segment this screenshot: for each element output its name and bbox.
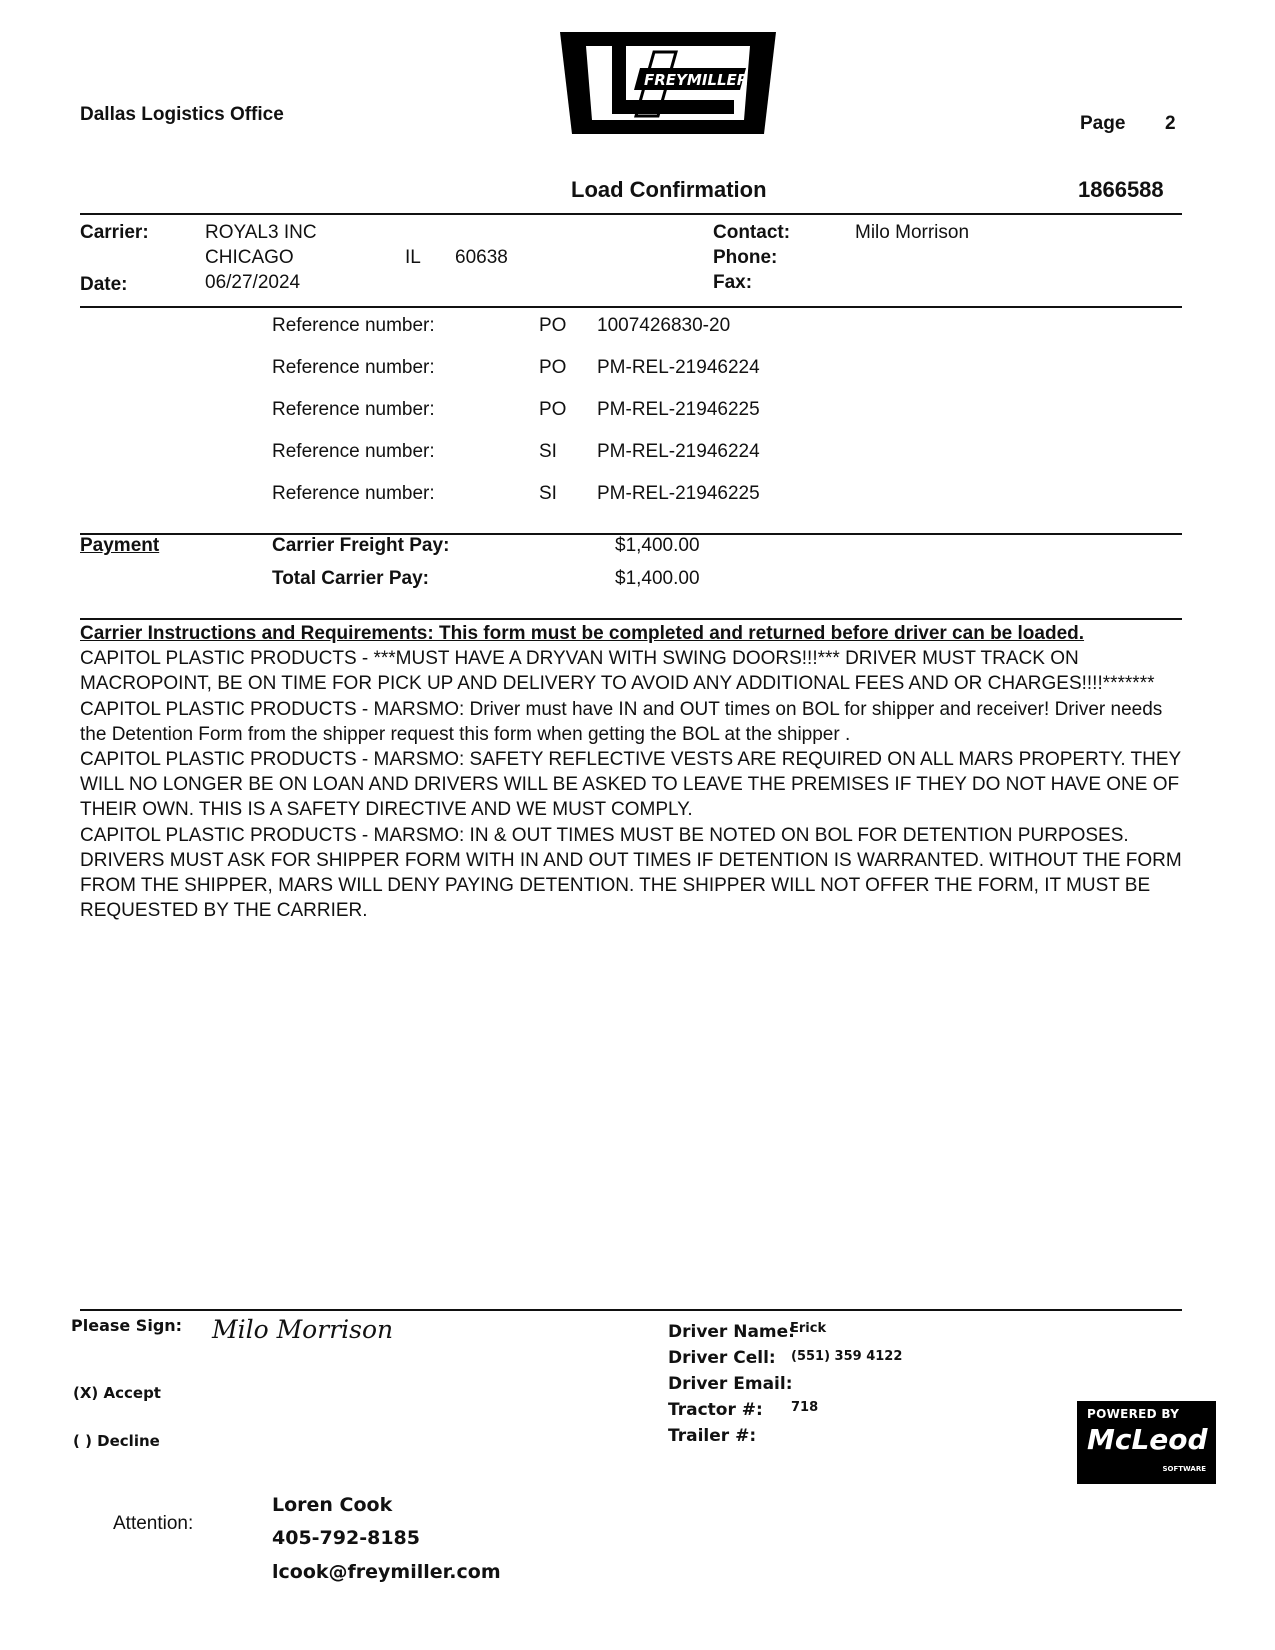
total-pay-label: Total Carrier Pay: [272,568,429,589]
reference-row [0,441,1275,471]
accept-option[interactable]: (X) Accept [73,1384,161,1402]
instruction-paragraph: CAPITOL PLASTIC PRODUCTS - MARSMO: Driver must have IN and OUT times on BOL for shipper and receiver! Driver needs the Detention Form from the shipper request this form when getting the BOL at the shipper . [80,698,1163,745]
office-name: Dallas Logistics Office [80,104,284,125]
reference-type: SI [539,441,557,462]
page-number: 2 [1165,113,1176,134]
reference-label: Reference number: [272,357,435,378]
reference-label: Reference number: [272,483,435,504]
reference-value: PM-REL-21946224 [597,357,760,378]
divider [80,618,1182,620]
tractor-label: Tractor #: [668,1400,763,1420]
freight-pay-value: $1,400.00 [615,535,700,556]
decline-option[interactable]: ( ) Decline [73,1432,160,1450]
freight-pay-label: Carrier Freight Pay: [272,535,450,556]
reference-value: PM-REL-21946224 [597,441,760,462]
reference-row [0,483,1275,513]
trailer-label: Trailer #: [668,1426,757,1446]
driver-cell: (551) 359 4122 [791,1349,903,1364]
attention-name: Loren Cook [272,1494,393,1516]
reference-value: PM-REL-21946225 [597,483,760,504]
instruction-paragraph: CAPITOL PLASTIC PRODUCTS - ***MUST HAVE A DRYVAN WITH SWING DOORS!!!*** DRIVER MUST TRACK ON MACROPOINT, BE ON TIME FOR PICK UP AND DELIVERY TO AVOID ANY ADDITIONAL FEES AND OR CHARGES!!!!******* [80,648,1155,695]
tractor-number: 718 [791,1400,819,1415]
carrier-label: Carrier: [80,222,149,243]
freymiller-logo [556,30,780,140]
signature[interactable]: Milo Morrison [212,1315,394,1344]
logo-text: FREYMILLER [644,71,749,89]
badge-brand: McLeod [1087,1423,1208,1456]
instruction-paragraph: CAPITOL PLASTIC PRODUCTS - MARSMO: SAFETY REFLECTIVE VESTS ARE REQUIRED ON ALL MARS PROPERTY. THEY WILL NO LONGER BE ON LOAN AND DRIVERS WILL BE ASKED TO LEAVE THE PREMISES IF THEY DO NOT HAVE ONE OF THEIR OWN. THIS IS A SAFETY DIRECTIVE AND WE MUST COMPLY. [80,749,1181,821]
contact-label: Contact: [713,222,791,243]
badge-sub: SOFTWARE [1162,1465,1206,1473]
reference-row [0,315,1275,345]
load-number: 1866588 [1078,177,1164,202]
total-pay-value: $1,400.00 [615,568,700,589]
page-label: Page [1080,113,1126,134]
instruction-paragraph: CAPITOL PLASTIC PRODUCTS - MARSMO: IN & OUT TIMES MUST BE NOTED ON BOL FOR DETENTION PURPOSES. DRIVERS MUST ASK FOR SHIPPER FORM WITH IN AND OUT TIMES IF DETENTION IS WARRANTED. WITHOUT THE FORM FROM THE SHIPPER, MARS WILL DENY PAYING DETENTION. THE SHIPPER WILL NOT OFFER THE FORM, IT MUST BE REQUESTED BY THE CARRIER. [80,824,1182,922]
reference-type: PO [539,357,567,378]
divider [80,306,1182,308]
driver-name: Erick [790,1321,827,1336]
phone-label: Phone: [713,247,778,268]
carrier-name: ROYAL3 INC [205,222,317,243]
driver-name-label: Driver Name: [668,1322,795,1342]
attention-email[interactable]: lcook@freymiller.com [272,1561,501,1583]
driver-cell-label: Driver Cell: [668,1348,776,1368]
fax-label: Fax: [713,272,753,293]
attention-phone: 405-792-8185 [272,1527,420,1549]
date-value: 06/27/2024 [205,272,301,293]
carrier-zip: 60638 [455,247,508,268]
mcleod-logo [1077,1401,1216,1484]
contact-value: Milo Morrison [855,222,970,243]
carrier-city: CHICAGO [205,247,294,268]
reference-label: Reference number: [272,399,435,420]
payment-label: Payment [80,535,160,556]
instructions-heading: Carrier Instructions and Requirements: This form must be completed and returned before driver can be loaded. [80,623,1085,644]
date-label: Date: [80,274,128,295]
carrier-instructions [80,621,1190,923]
carrier-state: IL [405,247,421,268]
divider [80,1309,1182,1311]
page-title: Load Confirmation [571,177,767,202]
reference-value: 1007426830-20 [597,315,731,336]
reference-type: SI [539,483,557,504]
driver-email-label: Driver Email: [668,1374,793,1394]
reference-type: PO [539,399,567,420]
reference-row [0,399,1275,429]
badge-top: POWERED BY [1087,1407,1180,1421]
attention-label: Attention: [113,1513,194,1534]
divider [80,213,1182,215]
reference-type: PO [539,315,567,336]
reference-label: Reference number: [272,441,435,462]
please-sign-label: Please Sign: [71,1316,183,1335]
reference-row [0,357,1275,387]
reference-value: PM-REL-21946225 [597,399,760,420]
reference-label: Reference number: [272,315,435,336]
